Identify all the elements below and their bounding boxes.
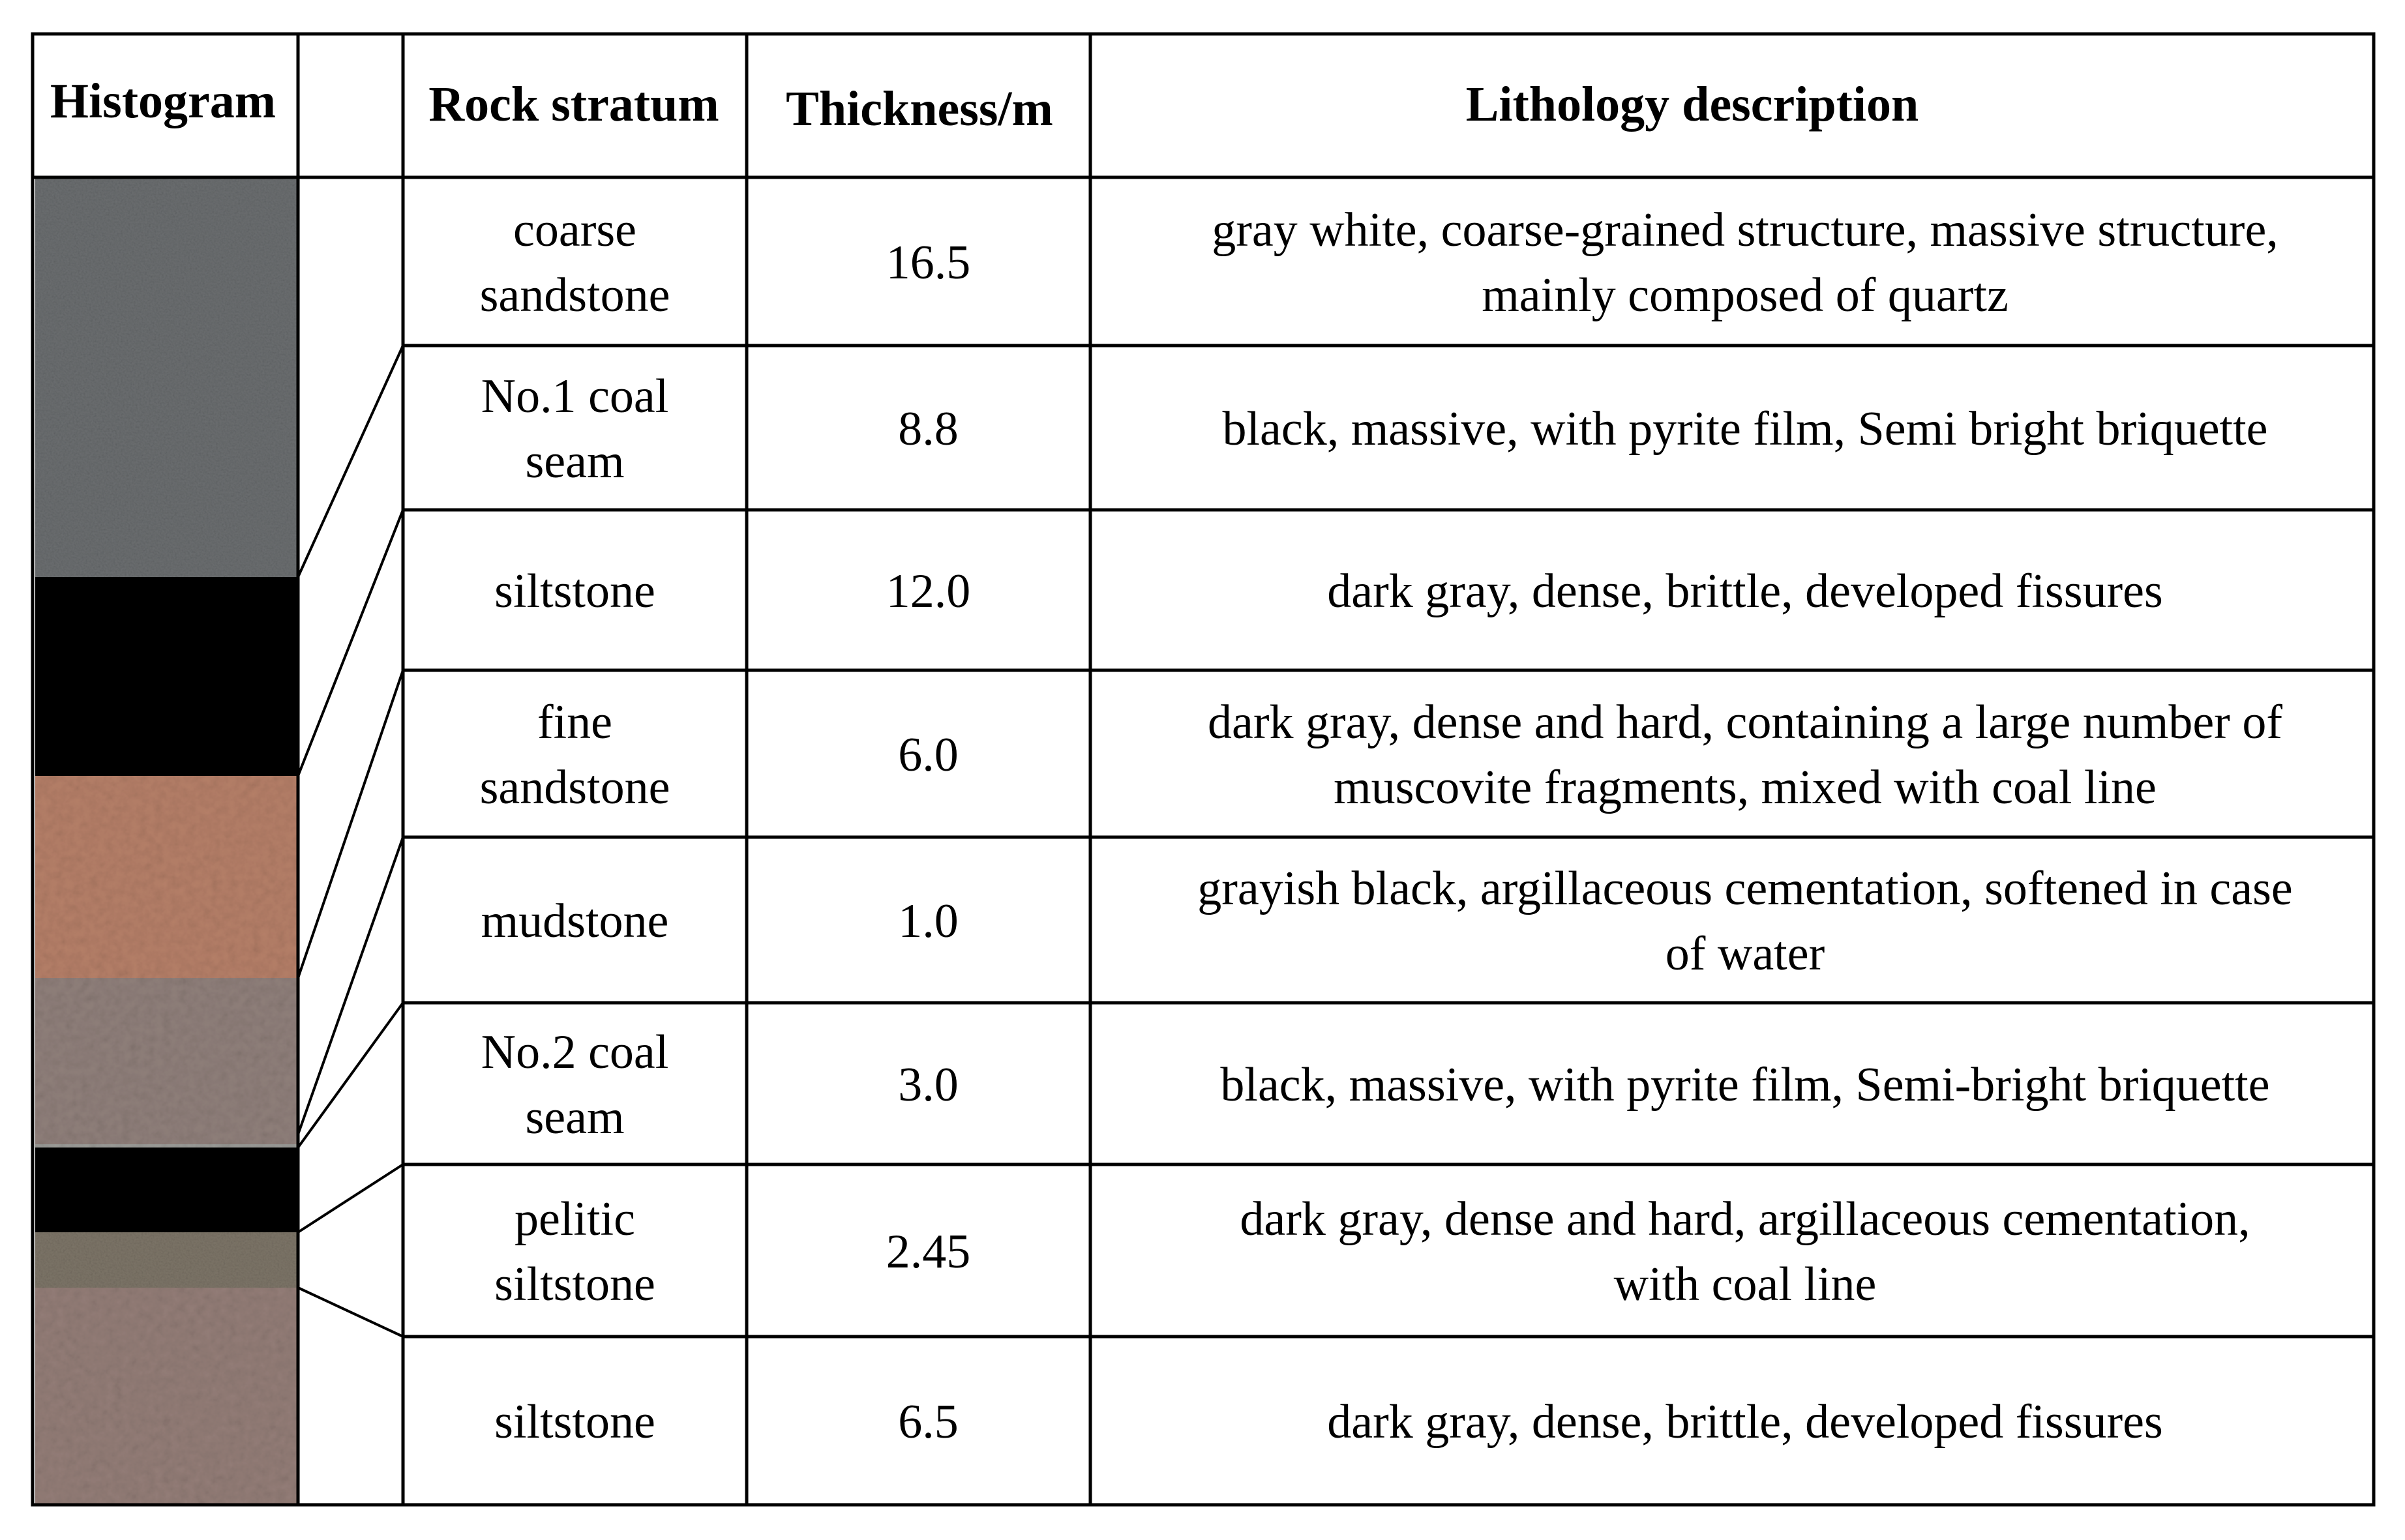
histogram-layer-siltstone (35, 776, 297, 978)
lithology-description-cell: dark gray, dense and hard, argillaceous cementation, (1240, 1192, 2250, 1246)
lithology-description-cell: gray white, coarse-grained structure, massive structure, (1212, 203, 2278, 257)
connector-lines (298, 346, 403, 1337)
thickness-cell: 16.5 (886, 236, 971, 289)
lithology-description-cell: black, massive, with pyrite film, Semi-bright briquette (1220, 1058, 2270, 1112)
connector-line (298, 1288, 403, 1337)
lithology-description-cell: dark gray, dense, brittle, developed fissures (1327, 565, 2163, 618)
header-rock-stratum: Rock stratum (428, 77, 719, 132)
connector-line (298, 837, 403, 1134)
rock-stratum-cell: seam (525, 1091, 625, 1144)
connector-line (298, 1164, 403, 1232)
connector-line (298, 346, 403, 577)
histogram-layer-siltstone-lower (35, 1288, 297, 1505)
rock-stratum-cell: siltstone (494, 1258, 655, 1311)
thickness-cell: 6.0 (898, 728, 959, 782)
histogram-layer-fine-sandstone (35, 978, 297, 1144)
connector-line (298, 510, 403, 776)
lithology-description-cell: with coal line (1613, 1258, 1877, 1311)
histogram-layer-coal-seam-1 (35, 577, 297, 776)
lithology-description-cell: of water (1665, 927, 1825, 981)
thickness-cell: 8.8 (898, 402, 959, 456)
rock-stratum-cell: coarse (513, 203, 636, 257)
connector-line (298, 670, 403, 978)
histogram-column (35, 177, 297, 1505)
rock-stratum-cell: sandstone (479, 761, 670, 814)
thickness-cell: 6.5 (898, 1395, 959, 1449)
lithology-description-cell: black, massive, with pyrite film, Semi bright briquette (1222, 402, 2268, 456)
header-thickness: Thickness/m (786, 81, 1053, 136)
histogram-layer-pelitic-siltstone (35, 1232, 297, 1288)
thickness-cell: 2.45 (886, 1225, 971, 1279)
lithology-description-cell: mainly composed of quartz (1482, 269, 2009, 322)
lithology-description-cell: dark gray, dense and hard, containing a large number of (1208, 696, 2282, 749)
rock-stratum-cell: No.1 coal (481, 370, 669, 423)
thickness-cell: 1.0 (898, 895, 959, 948)
connector-line (298, 1003, 403, 1148)
histogram-layer-coarse-sandstone (35, 177, 297, 577)
rock-stratum-cell: sandstone (479, 269, 670, 322)
rock-stratum-cell: seam (525, 435, 625, 488)
header-lithology: Lithology description (1465, 77, 1919, 132)
rock-stratum-cell: siltstone (494, 565, 655, 618)
header-histogram: Histogram (50, 74, 276, 128)
histogram-layer-mudstone (35, 1144, 297, 1148)
histogram-layer-coal-seam-2 (35, 1148, 297, 1232)
thickness-cell: 12.0 (886, 565, 971, 618)
rock-stratum-cell: No.2 coal (481, 1026, 669, 1079)
lithology-description-cell: dark gray, dense, brittle, developed fissures (1327, 1395, 2163, 1449)
rock-stratum-cell: fine (537, 696, 613, 749)
thickness-cell: 3.0 (898, 1058, 959, 1112)
rock-stratum-cell: siltstone (494, 1395, 655, 1449)
rock-stratum-cell: pelitic (515, 1192, 635, 1246)
lithology-description-cell: muscovite fragments, mixed with coal line (1334, 761, 2157, 814)
rock-stratum-cell: mudstone (481, 895, 669, 948)
lithology-description-cell: grayish black, argillaceous cementation, softened in case (1197, 862, 2293, 915)
